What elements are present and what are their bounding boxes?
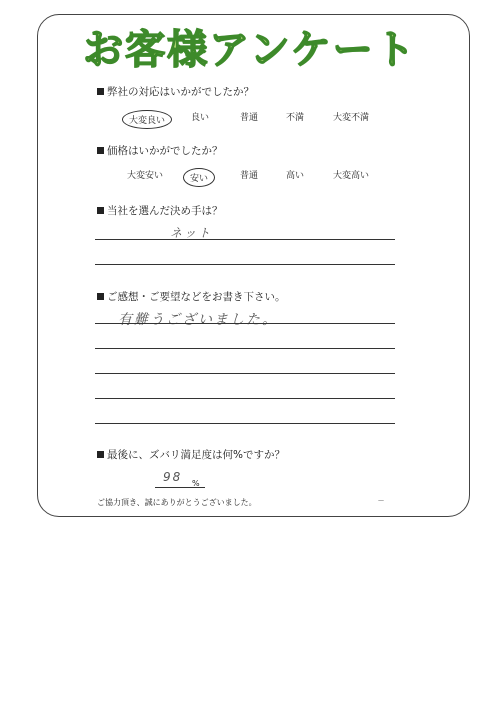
question-comments-label: ご感想・ご要望などをお書き下さい。 bbox=[107, 291, 286, 303]
answer-satisfaction[interactable]: 98 bbox=[163, 470, 183, 484]
question-satisfaction bbox=[97, 447, 285, 462]
option-price-1[interactable]: 大変安い bbox=[126, 171, 164, 181]
answer-line bbox=[95, 398, 395, 399]
question-satisfaction-label: 最後に、ズバリ満足度は何%ですか？ bbox=[107, 449, 285, 461]
square-bullet-icon bbox=[97, 207, 104, 214]
answer-reason[interactable]: ネット bbox=[170, 226, 213, 240]
option-service-2[interactable]: 良い bbox=[190, 113, 210, 123]
question-comments bbox=[97, 289, 286, 304]
answer-line bbox=[95, 239, 395, 240]
option-price-3[interactable]: 普通 bbox=[239, 171, 259, 181]
option-service-4[interactable]: 不満 bbox=[285, 113, 305, 123]
answer-line bbox=[95, 423, 395, 424]
option-service-1[interactable]: 大変良い bbox=[122, 110, 172, 129]
option-price-5[interactable]: 大変高い bbox=[332, 171, 370, 181]
answer-line bbox=[95, 348, 395, 349]
corner-mark: — bbox=[378, 497, 384, 504]
answer-line bbox=[95, 323, 395, 324]
question-price-label: 価格はいかがでしたか？ bbox=[107, 145, 223, 157]
answer-comments[interactable]: 有難うございました。 bbox=[118, 312, 278, 328]
question-reason bbox=[97, 203, 223, 218]
page-title: お客様アンケート bbox=[83, 27, 417, 73]
thanks-note: ご協力頂き、誠にありがとうございました。 bbox=[97, 498, 257, 507]
answer-line bbox=[95, 373, 395, 374]
answer-line bbox=[95, 264, 395, 265]
question-service-label: 弊社の対応はいかがでしたか？ bbox=[107, 86, 254, 98]
square-bullet-icon bbox=[97, 88, 104, 95]
option-price-4[interactable]: 高い bbox=[285, 171, 305, 181]
option-service-5[interactable]: 大変不満 bbox=[332, 113, 370, 123]
square-bullet-icon bbox=[97, 293, 104, 300]
question-service bbox=[97, 84, 254, 99]
square-bullet-icon bbox=[97, 451, 104, 458]
question-price bbox=[97, 143, 223, 158]
percent-unit: % bbox=[192, 479, 200, 488]
option-service-3[interactable]: 普通 bbox=[239, 113, 259, 123]
option-price-2[interactable]: 安い bbox=[183, 168, 215, 187]
question-reason-label: 当社を選んだ決め手は？ bbox=[107, 205, 223, 217]
square-bullet-icon bbox=[97, 147, 104, 154]
